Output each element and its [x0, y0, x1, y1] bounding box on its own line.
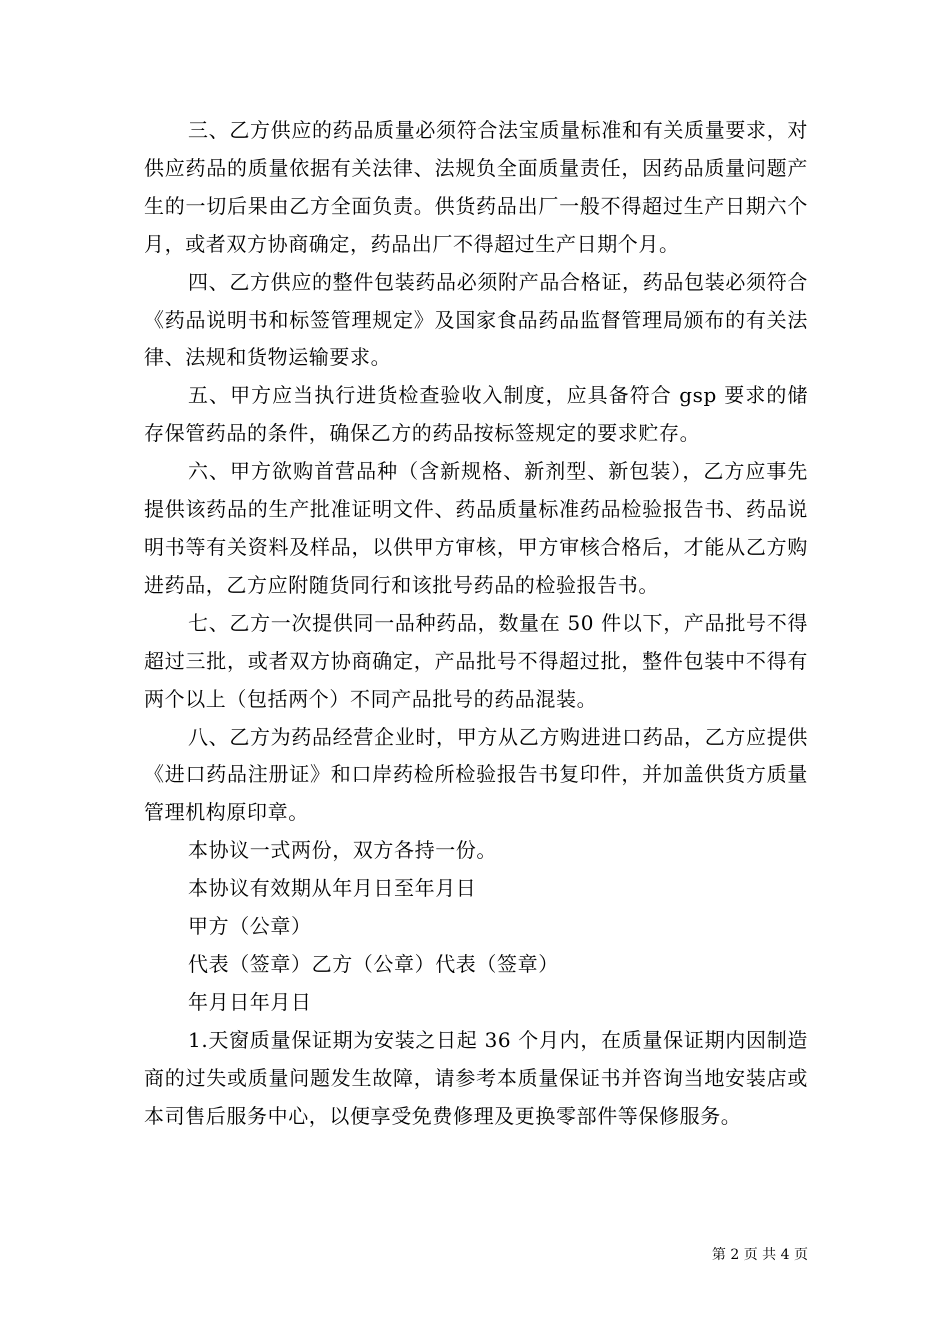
paragraph-party-a-seal: 甲方（公章） [188, 914, 312, 939]
paragraph-warranty: 1.天窗质量保证期为安装之日起 36 个月内，在质量保证期内因制造商的过失或质量问题发生故障，请参考本质量保证书并咨询当地安装店或本司售后服务中心，以便享受免费修理及更换零部件等保修服务。 [144, 1027, 808, 1128]
paragraph-clause-3: 三、乙方供应的药品质量必须符合法宝质量标准和有关质量要求，对供应药品的质量依据有关法律、法规负全面质量责任，因药品质量问题产生的一切后果由乙方全面负责。供货药品出厂一般不得超过生产日期六个月，或者双方协商确定，药品出厂不得超过生产日期个月。 [144, 118, 808, 256]
paragraph-clause-8: 八、乙方为药品经营企业时，甲方从乙方购进进口药品，乙方应提供《进口药品注册证》和口岸药检所检验报告书复印件，并加盖供货方质量管理机构原印章。 [144, 724, 808, 825]
paragraph-clause-7: 七、乙方一次提供同一品种药品，数量在 50 件以下，产品批号不得超过三批，或者双方协商确定，产品批号不得超过批，整件包装中不得有两个以上（包括两个）不同产品批号的药品混装。 [144, 610, 808, 711]
paragraph-clause-6: 六、甲方欲购首营品种（含新规格、新剂型、新包装），乙方应事先提供该药品的生产批准证明文件、药品质量标准药品检验报告书、药品说明书等有关资料及样品，以供甲方审核，甲方审核合格后，才能从乙方购进药品，乙方应附随货同行和该批号药品的检验报告书。 [144, 459, 808, 597]
document-body [144, 112, 808, 1135]
paragraph-clause-4: 四、乙方供应的整件包装药品必须附产品合格证，药品包装必须符合《药品说明书和标签管理规定》及国家食品药品监督管理局颁布的有关法律、法规和货物运输要求。 [144, 269, 808, 370]
paragraph-clause-5: 五、甲方应当执行进货检查验收入制度，应具备符合 gsp 要求的储存保管药品的条件，确保乙方的药品按标签规定的要求贮存。 [144, 383, 808, 446]
page-number: 第 2 页 共 4 页 [711, 1247, 808, 1263]
paragraph-validity: 本协议有效期从年月日至年月日 [188, 876, 477, 901]
paragraph-signatures: 代表（签章）乙方（公章）代表（签章） [188, 951, 559, 976]
paragraph-dates: 年月日年月日 [188, 989, 312, 1014]
paragraph-copies: 本协议一式两份，双方各持一份。 [188, 838, 497, 863]
